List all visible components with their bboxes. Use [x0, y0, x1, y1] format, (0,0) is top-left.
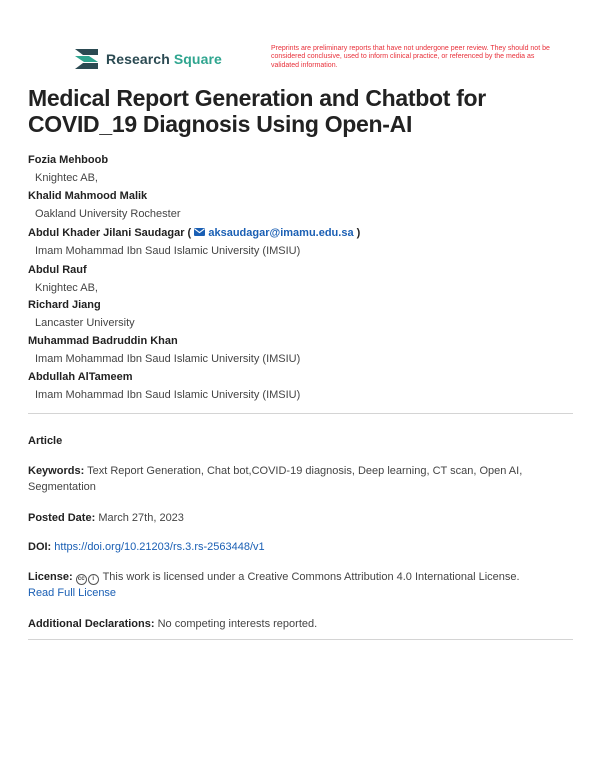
declarations-label: Additional Declarations:	[28, 618, 155, 630]
author-affiliation: Imam Mohammad Ibn Saud Islamic University (IMSIU)	[35, 389, 301, 401]
additional-declarations	[28, 616, 573, 632]
read-full-license-link[interactable]: Read Full License	[28, 587, 117, 599]
article-type: Article	[28, 435, 63, 447]
keywords	[28, 463, 573, 495]
author-affiliation: Lancaster University	[35, 317, 135, 329]
preprint-notice: Preprints are preliminary reports that have not undergone peer review. They should not be considered conclusive, used to inform clinical practice, or referenced by the media as validated information.	[271, 45, 550, 69]
email-link[interactable]: aksaudagar@imamu.edu.sa	[208, 227, 354, 239]
license	[28, 569, 573, 601]
posted-date	[28, 510, 573, 526]
author-name: Muhammad Badruddin Khan	[28, 335, 178, 347]
author-name: Khalid Mahmood Malik	[28, 190, 148, 202]
author-affiliation: Knightec AB,	[35, 282, 98, 294]
attribution-icon: i	[88, 574, 99, 585]
brand-name-part2: Square	[173, 51, 222, 67]
keywords-label: Keywords:	[28, 465, 85, 477]
divider	[28, 413, 573, 414]
paper-title: Medical Report Generation and Chatbot for COVID_19 Diagnosis Using Open-AI	[28, 85, 486, 137]
author-name: Abdul Khader Jilani Saudagar	[28, 227, 185, 239]
author-affiliation: Knightec AB,	[35, 172, 98, 184]
author-affiliation: Imam Mohammad Ibn Saud Islamic University (IMSIU)	[35, 353, 301, 365]
doi	[28, 539, 573, 555]
author-name: Richard Jiang	[28, 299, 101, 311]
author-name: Abdul Rauf	[28, 264, 87, 276]
author-name: Fozia Mehboob	[28, 154, 109, 166]
declarations-value: No competing interests reported.	[157, 618, 318, 630]
doi-link[interactable]: https://doi.org/10.21203/rs.3.rs-2563448/v1	[54, 541, 265, 553]
author-email[interactable]: ( aksaudagar@imamu.edu.sa )	[187, 227, 361, 239]
posted-date-value: March 27th, 2023	[98, 512, 184, 524]
brand-name-part1: Research	[106, 51, 170, 67]
creative-commons-icon: cc	[76, 574, 87, 585]
author-name: Abdullah AlTameem	[28, 371, 133, 383]
license-text: This work is licensed under a Creative Commons Attribution 4.0 International License.	[102, 571, 520, 583]
author-affiliation: Oakland University Rochester	[35, 208, 181, 220]
author-affiliation: Imam Mohammad Ibn Saud Islamic University (IMSIU)	[35, 245, 301, 257]
keywords-value: Text Report Generation, Chat bot,COVID-19 diagnosis, Deep learning, CT scan, Open AI, Segmentation	[28, 465, 523, 493]
envelope-icon	[194, 228, 205, 236]
author-row-with-email	[28, 227, 360, 239]
research-square-logo[interactable]	[73, 47, 222, 71]
research-square-logo-icon	[73, 47, 100, 71]
posted-date-label: Posted Date:	[28, 512, 96, 524]
doi-label: DOI:	[28, 541, 52, 553]
brand-name	[106, 51, 222, 67]
license-label: License:	[28, 571, 73, 583]
divider	[28, 639, 573, 640]
